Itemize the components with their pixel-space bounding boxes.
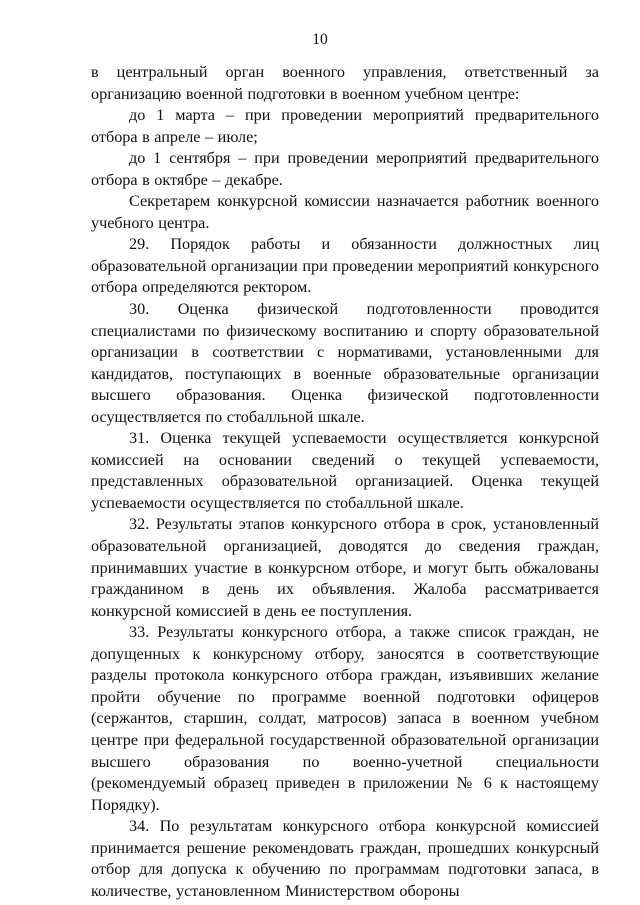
paragraph-commission-secretary: Секретарем конкурсной комиссии назначается работник военного учебного центра. <box>91 192 599 232</box>
paragraph-32: 32. Результаты этапов конкурсного отбора в срок, установленный образовательной организацией, доводятся до сведения граждан, принимавших участие в конкурсном отборе, и могут быть обжалованы гражданином в день их объявления. Жалоба рассматривается конкурсной комиссией в день ее поступления. <box>91 515 599 620</box>
paragraph-34: 34. По результатам конкурсного отбора конкурсной комиссией принимается решение рекомендовать граждан, прошедших конкурсный отбор для допуска к обучению по программам подготовки запаса, в количестве, установленном Министерством обороны <box>91 817 599 900</box>
paragraph-30: 30. Оценка физической подготовленности проводится специалистами по физическому воспитанию и спорту образовательной организации в соответствии с нормативами, установленными для кандидатов, поступающих в военные образовательные организации высшего образования. Оценка физической подготовленности осуществляется по стобалльной шкале. <box>91 300 599 426</box>
paragraph-deadline-september: до 1 сентября – при проведении мероприятий предварительного отбора в октябре – декабре. <box>91 149 599 189</box>
paragraph-deadline-march: до 1 марта – при проведении мероприятий предварительного отбора в апреле – июле; <box>91 106 599 146</box>
paragraph-33: 33. Результаты конкурсного отбора, а также список граждан, не допущенных к конкурсному отбору, заносятся в соответствующие разделы протокола конкурсного отбора граждан, изъявивших желание пройти обучение по программе военной подготовки офицеров (сержантов, старшин, солдат, матросов) запаса в военном учебном центре при федеральной государственной образовательной организации высшего образования по военно-учетной специальности (рекомендуемый образец приведен в приложении № 6 к настоящему Порядку). <box>91 623 599 814</box>
paragraph-31: 31. Оценка текущей успеваемости осуществляется конкурсной комиссией на основании сведений о текущей успеваемости, представленных образовательной организацией. Оценка текущей успеваемости осуществляется по стобалльной шкале. <box>91 429 599 512</box>
page-number: 10 <box>312 31 328 48</box>
paragraph-29: 29. Порядок работы и обязанности должностных лиц образовательной организации при проведении мероприятий конкурсного отбора определяются ректором. <box>91 235 599 297</box>
paragraph-continuation: в центральный орган военного управления, ответственный за организацию военной подготовки в военном учебном центре: <box>91 63 599 103</box>
body-text <box>91 62 599 902</box>
